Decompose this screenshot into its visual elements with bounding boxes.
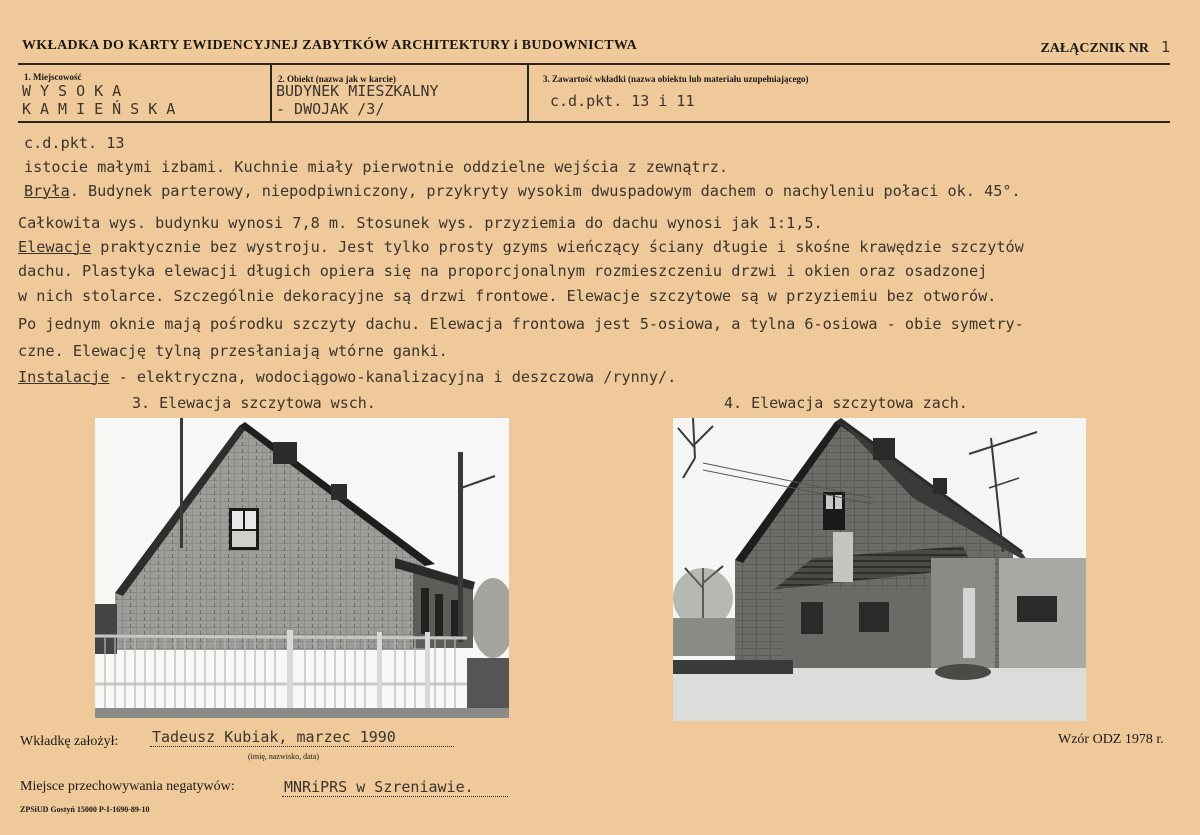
photo-east-gable-image	[95, 418, 509, 718]
photo-east-gable	[95, 418, 509, 718]
fields-bottom-rule	[18, 121, 1170, 123]
field-divider-1	[270, 63, 272, 123]
text-line-8: Po jednym oknie mają pośrodku szczyty dachu. Elewacja frontowa jest 5-osiowa, a tylna 6-osiowa - obie symetry-	[18, 315, 1024, 333]
text-line-10-rest: - elektryczna, wodociągowo-kanalizacyjna i deszczowa /rynny/.	[109, 368, 677, 386]
locality-label: 1. Miejscowość	[24, 72, 82, 82]
photo-caption-right: 4. Elewacja szczytowa zach.	[724, 394, 968, 412]
text-line-5-rest: praktycznie bez wystroju. Jest tylko prosty gzyms wieńczący ściany długie i skośne krawędzie szczytów	[91, 238, 1024, 256]
locality-value-line2: KAMIEŃSKA	[22, 100, 185, 118]
text-line-1: c.d.pkt. 13	[24, 134, 125, 152]
object-value-line1: BUDYNEK MIESZKALNY	[276, 82, 439, 100]
text-line-7: w nich stolarce. Szczególnie dekoracyjne są drzwi frontowe. Elewacje szczytowe są w przyziemiu bez otworów.	[18, 287, 997, 305]
photo-west-gable-image	[673, 418, 1086, 721]
section-heading-bryla: Bryła	[24, 182, 70, 200]
text-line-9: czne. Elewację tylną przesłaniają wtórne ganki.	[18, 342, 448, 360]
top-rule	[18, 63, 1170, 65]
object-label: 2. Obiekt (nazwa jak w karcie)	[278, 74, 396, 84]
photo-caption-left: 3. Elewacja szczytowa wsch.	[132, 394, 376, 412]
content-label: 3. Zawartość wkładki (nazwa obiektu lub materiału uzupełniającego)	[543, 74, 809, 84]
section-heading-instalacje: Instalacje	[18, 368, 110, 386]
annex-label-text: ZAŁĄCZNIK NR	[1040, 41, 1149, 56]
founder-value: Tadeusz Kubiak, marzec 1990	[150, 728, 454, 747]
storage-label: Miejsce przechowywania negatywów:	[20, 779, 235, 794]
text-line-2: istocie małymi izbami. Kuchnie miały pierwotnie oddzielne wejścia z zewnątrz.	[24, 158, 729, 176]
form-id: Wzór ODZ 1978 r.	[1058, 732, 1164, 747]
section-heading-elewacje: Elewacje	[18, 238, 92, 256]
object-value-line2: - DWOJAK /3/	[276, 100, 385, 118]
storage-value: MNRiPRS w Szreniawie.	[282, 778, 508, 797]
print-info: ZPSiUD Gostyń 15000 P-I-1690-89-10	[20, 805, 150, 814]
text-line-10	[18, 368, 676, 386]
locality-value-line1: WYSOKA	[22, 82, 131, 100]
annex-number: 1	[1160, 38, 1170, 56]
form-title: WKŁADKA DO KARTY EWIDENCYJNEJ ZABYTKÓW ARCHITEKTURY i BUDOWNICTWA	[22, 38, 638, 53]
field-divider-2	[527, 63, 529, 123]
text-line-4: Całkowita wys. budynku wynosi 7,8 m. Stosunek wys. przyziemia do dachu wynosi jak 1:1,5.	[18, 214, 823, 232]
founder-label: Wkładkę założył:	[20, 734, 119, 749]
annex-label	[1040, 38, 1170, 57]
founder-hint: (imię, nazwisko, data)	[248, 752, 320, 761]
text-line-3-rest: . Budynek parterowy, niepodpiwniczony, przykryty wysokim dwuspadowym dachem o nachyleniu połaci ok. 45°.	[69, 182, 1021, 200]
text-line-5	[18, 238, 1024, 256]
text-line-3	[24, 182, 1021, 200]
text-line-6: dachu. Plastyka elewacji długich opiera się na proporcjonalnym rozmieszczeniu drzwi i okien oraz osadzonej	[18, 262, 988, 280]
content-value: c.d.pkt. 13 i 11	[550, 92, 695, 110]
photo-west-gable	[673, 418, 1086, 721]
